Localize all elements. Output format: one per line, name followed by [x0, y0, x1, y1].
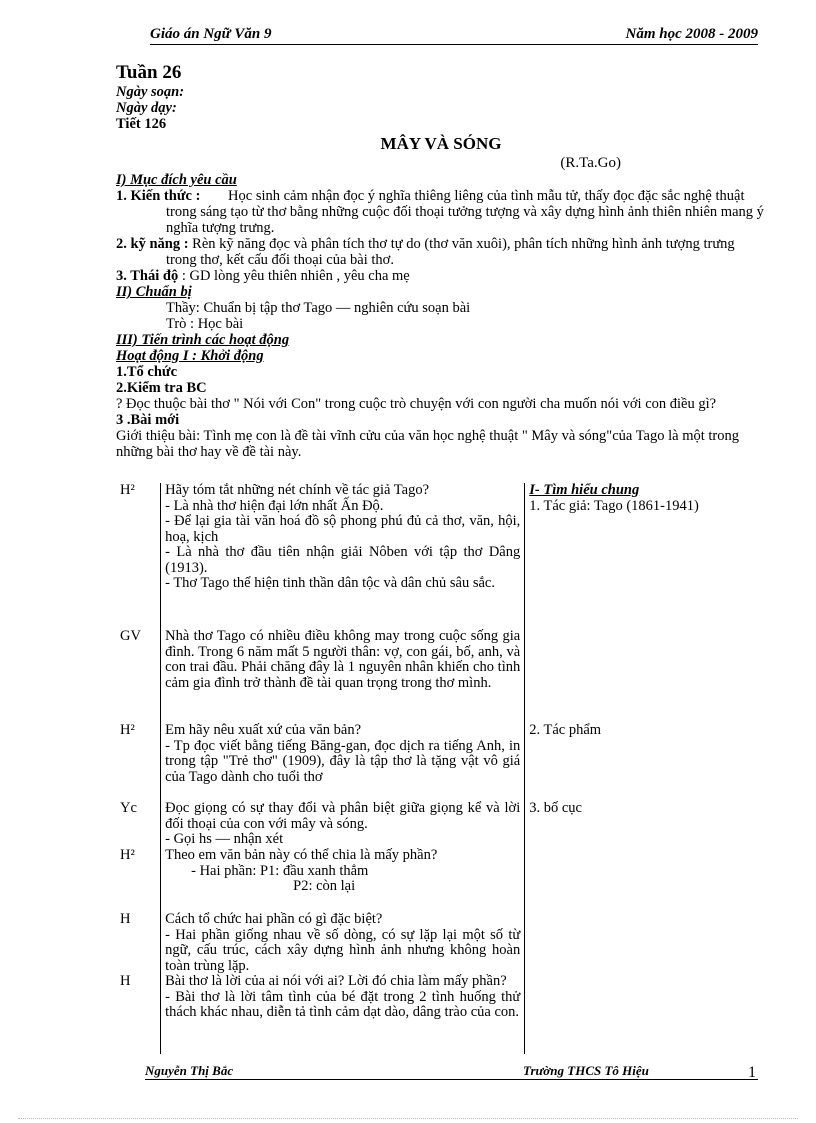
page-header — [150, 26, 758, 45]
content-line: - Là nhà thơ hiện đại lớn nhất Ấn Độ. — [165, 497, 384, 514]
student-prep: Trò : Học bài — [166, 316, 244, 332]
content-line: Em hãy nêu xuất xứ của văn bản? — [165, 722, 362, 738]
lesson-title: MÂY VÀ SÓNG — [380, 134, 502, 153]
content-line: - Hai phần: P1: đầu xanh thẳm — [191, 862, 369, 879]
content-line: - Bài thơ là lời tâm tình của bé đặt trong 2 tình huống thử thách khác nhau, diễn tả tình cảm dạt dào, dâng trào của con. — [165, 988, 521, 1020]
skills-text: Rèn kỹ năng đọc và phân tích thơ tự do (thơ văn xuôi), phân tích những hình ảnh tượng trưng trong thơ, kết cấu đối thoại của bài thơ. — [166, 236, 735, 268]
notes-cell — [525, 848, 766, 912]
section-preparation-heading: II) Chuẩn bị — [116, 284, 192, 300]
notes-cell — [525, 629, 766, 723]
content-cell — [161, 483, 525, 629]
notes-cell — [525, 912, 766, 974]
table-row — [116, 723, 766, 801]
teacher-prep: Thầy: Chuẩn bị tập thơ Tago — nghiên cứu soạn bài — [166, 300, 471, 316]
content-line: - Thơ Tago thể hiện tinh thần dân tộc và dân chủ sâu sắc. — [165, 575, 495, 591]
content-line: - Gọi hs — nhận xét — [165, 831, 284, 847]
notes-cell: 3. bố cục — [529, 800, 582, 816]
page-footer — [145, 1063, 758, 1080]
page-number: 1 — [748, 1064, 756, 1081]
notes-heading: I- Tìm hiểu chung — [529, 482, 640, 498]
activity-heading: Hoạt động I : Khởi động — [116, 348, 264, 364]
content-cell — [161, 974, 525, 1054]
knowledge-label: 1. Kiến thức : — [116, 188, 201, 204]
notes-cell: 2. Tác phẩm — [529, 722, 602, 738]
check-question: ? Đọc thuộc bài thơ " Nói với Con" trong cuộc trò chuyện với con người cha muốn nói với con điều gì? — [116, 396, 717, 412]
new-lesson-label: 3 .Bài mới — [116, 412, 180, 428]
period-label: Tiết 126 — [116, 116, 167, 132]
attitude-label: 3. Thái độ — [116, 268, 179, 284]
skills-label: 2. kỹ năng : — [116, 236, 189, 252]
content-line: Theo em văn bản này có thể chia là mấy phần? — [165, 847, 438, 863]
document-body — [116, 62, 766, 460]
teach-date: Ngày dạy: — [116, 100, 177, 116]
content-line: Bài thơ là lời của ai nói với ai? Lời đó chia làm mấy phần? — [165, 973, 507, 989]
content-cell — [161, 848, 525, 912]
knowledge-paragraph — [116, 188, 766, 236]
knowledge-text: Học sinh cảm nhận đọc ý nghĩa thiêng liêng của tình mẫu tử, thấy đọc đặc sắc nghệ thuật trong sáng tạo từ thơ bằng những cuộc đối thoại tưởng tượng và xây dựng hình ảnh thiên nhiên mang ý nghĩa tượng trưng. — [166, 188, 764, 236]
week-label: Tuần 26 — [116, 62, 182, 83]
speaker-cell: H — [120, 973, 131, 989]
content-line: Hãy tóm tắt những nét chính về tác giả Tago? — [165, 482, 429, 498]
footer-school: Trường THCS Tô Hiệu — [523, 1063, 649, 1078]
notes-cell — [525, 974, 766, 1054]
prep-date: Ngày soạn: — [116, 84, 185, 100]
attitude-paragraph — [116, 268, 766, 284]
page-bottom-divider — [18, 1118, 798, 1119]
lesson-intro: Giới thiệu bài: Tình mẹ con là đề tài vĩnh cửu của văn học nghệ thuật " Mây và sóng"của Tago là một trong những bài thơ hay về đề tài này. — [116, 428, 739, 460]
speaker-cell: H² — [120, 847, 135, 863]
content-line: P2: còn lại — [293, 878, 356, 894]
speaker-cell: H² — [120, 722, 135, 738]
content-line: - Hai phần giống nhau về số dòng, có sự lặp lại một số từ ngữ, cấu trúc, cách xây dựng hình ảnh nhưng không hoàn toàn trùng lặp. — [165, 926, 521, 974]
content-line: - Để lại gia tài văn hoá đồ sộ phong phú đủ cả thơ, văn, hội, hoạ, kịch — [165, 513, 521, 545]
notes-text: 1. Tác giả: Tago (1861-1941) — [529, 497, 699, 514]
skills-paragraph — [116, 236, 766, 268]
speaker-cell: H — [120, 911, 131, 927]
table-row — [116, 974, 766, 1054]
organization-label: 1.Tổ chức — [116, 364, 178, 380]
content-line: - Tp đọc viết bằng tiếng Băng-gan, đọc dịch ra tiếng Anh, in trong tập "Trẻ thơ" (1909), đây là tập thơ là tặng vật vô giá của Tago dành cho tuổi thơ — [165, 737, 521, 785]
content-cell — [161, 723, 525, 801]
content-line: Cách tổ chức hai phần có gì đặc biệt? — [165, 911, 383, 927]
table-row — [116, 848, 766, 912]
lesson-author: (R.Ta.Go) — [560, 155, 621, 171]
header-school-year: Năm học 2008 - 2009 — [625, 26, 758, 42]
header-subject: Giáo án Ngữ Văn 9 — [150, 26, 272, 42]
attitude-text: : GD lòng yêu thiên nhiên , yêu cha mẹ — [181, 268, 410, 284]
table-row — [116, 483, 766, 629]
table-row — [116, 629, 766, 723]
speaker-cell: GV — [120, 628, 141, 644]
table-row — [116, 912, 766, 974]
content-cell — [161, 912, 525, 974]
check-label: 2.Kiểm tra BC — [116, 380, 207, 396]
section-activities-heading: III) Tiến trình các hoạt động — [116, 332, 290, 348]
content-cell — [161, 629, 525, 723]
content-cell — [161, 801, 525, 848]
speaker-cell: H² — [120, 482, 135, 498]
content-line: - Là nhà thơ đầu tiên nhận giải Nôben với tập thơ Dâng (1913). — [165, 544, 521, 576]
content-line: Đọc giọng có sự thay đổi và phân biệt giữa giọng kể và lời đối thoại của con với mây và sóng. — [165, 800, 521, 832]
notes-cell — [525, 483, 766, 629]
content-line: Nhà thơ Tago có nhiều điều không may trong cuộc sống gia đình. Trong 6 năm mất 5 người thân: vợ, con gái, bố, anh, và con trai đầu. Phải chăng đây là 1 nguyên nhân khiến cho tình cảm gia đình trở thành đề tài quan trọng trong thơ mình. — [165, 628, 521, 691]
speaker-cell: Yc — [120, 800, 137, 816]
table-row — [116, 801, 766, 848]
footer-author: Nguyễn Thị Bắc — [145, 1063, 234, 1078]
section-objectives-heading: I) Mục đích yêu cầu — [116, 172, 237, 188]
lesson-table — [116, 483, 766, 1054]
